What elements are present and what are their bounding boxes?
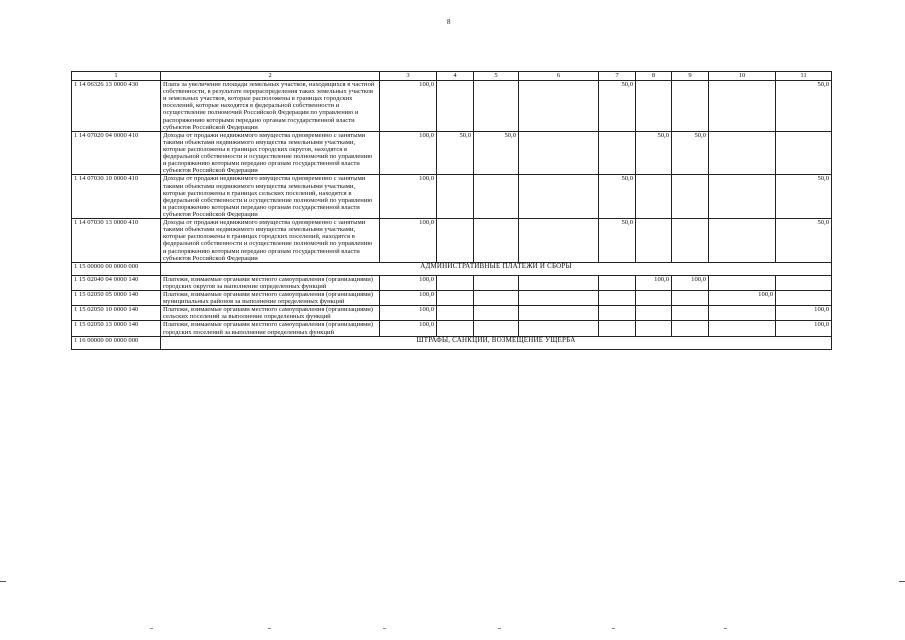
revenue-name: Доходы от продажи недвижимого имущества одновременно с занятыми такими объектами недвижимого имущества земельными участками, которые расположены в границах городских округов, находятся в федеральной собственности и осуществление полномочий по управлению и распоряжению которыми передано органам государственной власти субъектов Российской Федерации [161, 131, 380, 175]
value-cell [599, 321, 636, 336]
value-cell [437, 275, 474, 290]
scan-mark [612, 628, 615, 629]
value-cell [672, 219, 709, 263]
value-cell [636, 219, 672, 263]
value-cell [437, 219, 474, 263]
value-cell [709, 175, 776, 219]
value-cell [776, 131, 832, 175]
value-cell [599, 275, 636, 290]
value-cell [437, 306, 474, 321]
value-cell [672, 290, 709, 305]
value-cell: 100,0 [776, 321, 832, 336]
table-row [72, 219, 832, 263]
column-header: 4 [437, 72, 474, 81]
value-cell [519, 219, 599, 263]
revenue-name: Плата за увеличение площади земельных участков, находящихся в частной собственности, в результате перераспределения таких земельных участков и земельных участков, которые расположены в границах городских поселений, которые находятся в федеральной собственности и осуществление полномочий Российской Федерации по управлению и распоряжению которыми передано органам государственной власти субъектов Российской Федерации [161, 81, 380, 132]
revenue-name: Платежи, взимаемые органами местного самоуправления (организациями) сельских поселений за выполнение определенных функций [161, 306, 380, 321]
column-header: 11 [776, 72, 832, 81]
value-cell [636, 290, 672, 305]
column-header: 9 [672, 72, 709, 81]
value-cell: 50,0 [599, 219, 636, 263]
column-header: 8 [636, 72, 672, 81]
value-cell: 50,0 [437, 131, 474, 175]
value-cell [519, 306, 599, 321]
budget-code: 1 14 06326 13 0000 430 [72, 81, 161, 132]
table-body [72, 72, 832, 350]
table-row [72, 290, 832, 305]
budget-code: 1 14 07030 10 0000 410 [72, 175, 161, 219]
revenue-name: Доходы от продажи недвижимого имущества одновременно с занятыми такими объектами недвижимого имущества земельными участками, которые расположены в границах городских поселений, находятся в федеральной собственности и осуществление полномочий по управлению и распоряжению которыми передано органам государственной власти субъектов Российской Федерации [161, 219, 380, 263]
value-cell [519, 175, 599, 219]
page-number: 8 [447, 18, 451, 26]
value-cell [474, 290, 519, 305]
section-row [72, 336, 832, 349]
value-cell [672, 81, 709, 132]
column-header: 5 [474, 72, 519, 81]
scan-mark [383, 628, 386, 629]
value-cell: 100,0 [380, 81, 437, 132]
budget-code: 1 14 07030 13 0000 410 [72, 219, 161, 263]
value-cell: 50,0 [636, 131, 672, 175]
value-cell [474, 175, 519, 219]
revenue-name: Платежи, взимаемые органами местного самоуправления (организациями) муниципальных районов за выполнение определенных функций [161, 290, 380, 305]
value-cell [474, 306, 519, 321]
value-cell [437, 81, 474, 132]
value-cell: 100,0 [380, 290, 437, 305]
budget-code: 1 15 02050 13 0000 140 [72, 321, 161, 336]
scan-mark [899, 581, 905, 582]
value-cell [599, 306, 636, 321]
value-cell [709, 275, 776, 290]
value-cell [636, 81, 672, 132]
value-cell [709, 81, 776, 132]
value-cell [776, 290, 832, 305]
budget-revenue-table [71, 71, 832, 350]
budget-code: 1 15 02040 04 0000 140 [72, 275, 161, 290]
value-cell [474, 321, 519, 336]
value-cell [636, 306, 672, 321]
value-cell: 50,0 [776, 219, 832, 263]
value-cell: 100,0 [709, 290, 776, 305]
value-cell [519, 290, 599, 305]
value-cell [519, 131, 599, 175]
value-cell [474, 219, 519, 263]
table-row [72, 275, 832, 290]
value-cell [672, 175, 709, 219]
value-cell: 50,0 [599, 81, 636, 132]
value-cell [474, 275, 519, 290]
revenue-name: Платежи, взимаемые органами местного самоуправления (организациями) городских округов за выполнение определенных функций [161, 275, 380, 290]
value-cell: 50,0 [474, 131, 519, 175]
value-cell [636, 175, 672, 219]
value-cell [519, 275, 599, 290]
scan-mark [0, 581, 6, 582]
value-cell [519, 321, 599, 336]
value-cell [474, 81, 519, 132]
scan-mark [150, 628, 153, 629]
section-title: ШТРАФЫ, САНКЦИИ, ВОЗМЕЩЕНИЕ УЩЕРБА [161, 336, 832, 349]
value-cell: 100,0 [380, 275, 437, 290]
budget-code: 1 15 00000 00 0000 000 [72, 262, 161, 275]
value-cell: 100,0 [380, 306, 437, 321]
table-row [72, 81, 832, 132]
scan-mark [268, 628, 271, 629]
revenue-name: Доходы от продажи недвижимого имущества одновременно с занятыми такими объектами недвижимого имущества земельными участками, которые расположены в границах сельских поселений, находятся в федеральной собственности и осуществление полномочий по управлению и распоряжению которыми передано органам государственной власти субъектов Российской Федерации [161, 175, 380, 219]
header-row [72, 72, 832, 81]
scan-mark [498, 628, 501, 629]
value-cell [599, 131, 636, 175]
table-row [72, 321, 832, 336]
value-cell [437, 175, 474, 219]
value-cell [636, 321, 672, 336]
value-cell: 100,0 [380, 131, 437, 175]
budget-code: 1 15 02050 05 0000 140 [72, 290, 161, 305]
value-cell [709, 306, 776, 321]
column-header: 3 [380, 72, 437, 81]
value-cell: 100,0 [776, 306, 832, 321]
budget-code: 1 15 02050 10 0000 140 [72, 306, 161, 321]
table-row [72, 131, 832, 175]
value-cell: 50,0 [672, 131, 709, 175]
value-cell [672, 321, 709, 336]
value-cell [776, 275, 832, 290]
value-cell [709, 321, 776, 336]
column-header: 1 [72, 72, 161, 81]
column-header: 2 [161, 72, 380, 81]
value-cell: 100,0 [380, 219, 437, 263]
value-cell [709, 131, 776, 175]
column-header: 7 [599, 72, 636, 81]
value-cell [437, 290, 474, 305]
value-cell: 100,0 [380, 321, 437, 336]
value-cell [672, 306, 709, 321]
value-cell [519, 81, 599, 132]
column-header: 6 [519, 72, 599, 81]
value-cell: 50,0 [599, 175, 636, 219]
section-title: АДМИНИСТРАТИВНЫЕ ПЛАТЕЖИ И СБОРЫ [161, 262, 832, 275]
revenue-name: Платежи, взимаемые органами местного самоуправления (организациями) городских поселений за выполнение определенных функций [161, 321, 380, 336]
value-cell: 100,0 [636, 275, 672, 290]
value-cell: 100,0 [380, 175, 437, 219]
table-row [72, 175, 832, 219]
column-header: 10 [709, 72, 776, 81]
section-row [72, 262, 832, 275]
table-row [72, 306, 832, 321]
budget-code: 1 16 00000 00 0000 000 [72, 336, 161, 349]
value-cell [437, 321, 474, 336]
value-cell: 100,0 [672, 275, 709, 290]
value-cell [709, 219, 776, 263]
value-cell [599, 290, 636, 305]
value-cell: 50,0 [776, 81, 832, 132]
budget-code: 1 14 07020 04 0000 410 [72, 131, 161, 175]
value-cell: 50,0 [776, 175, 832, 219]
scan-mark [724, 628, 727, 629]
